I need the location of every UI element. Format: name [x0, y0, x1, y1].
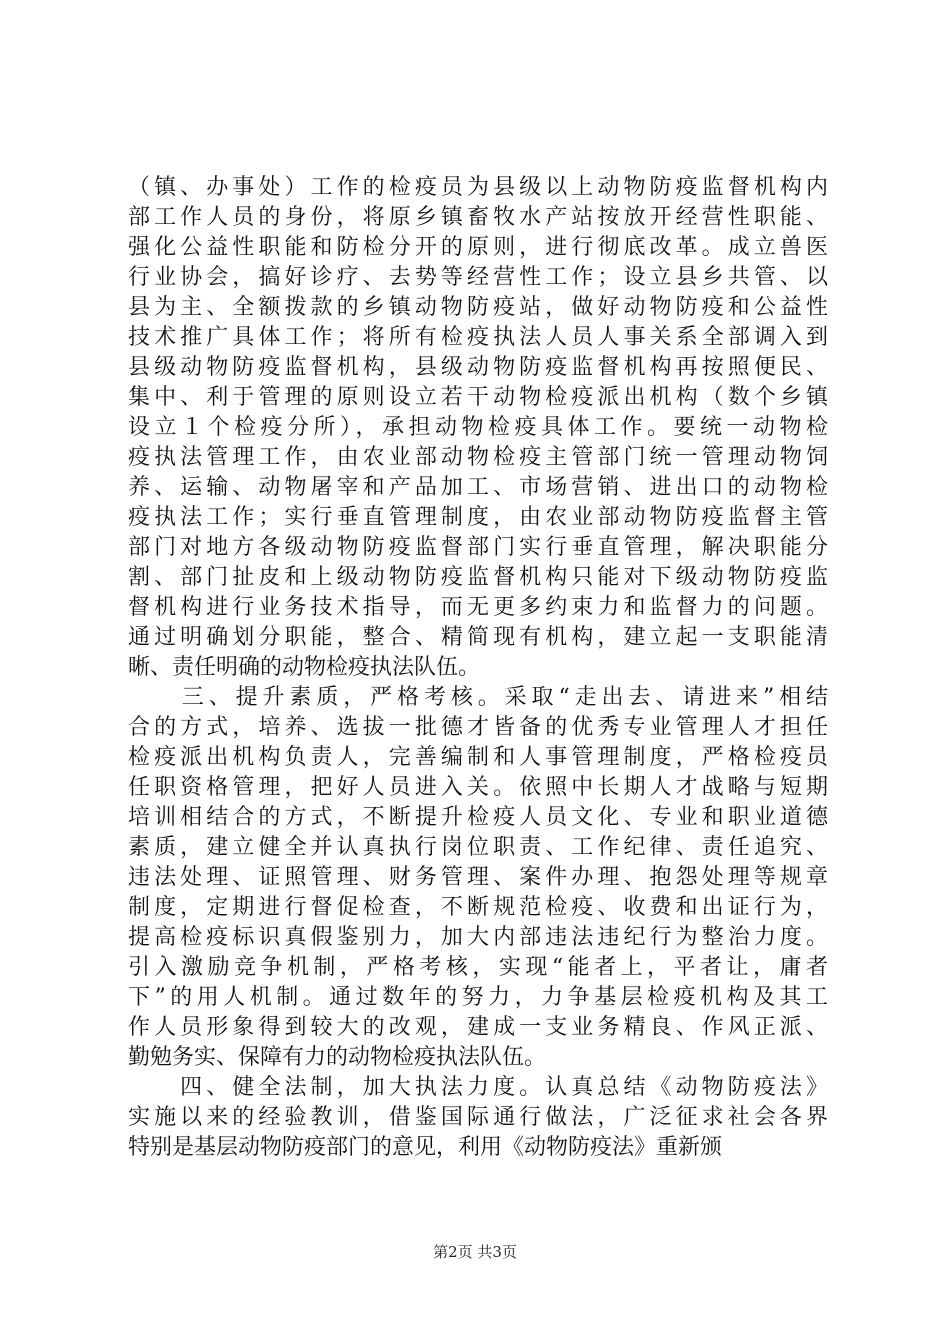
text-line: 下”的用人机制。通过数年的努力，力争基层检疫机构及其工: [128, 985, 828, 1010]
text-line: 三、提升素质，严格考核。采取“走出去、请进来”相结: [128, 685, 828, 710]
text-line: 督机构进行业务技术指导，而无更多约束力和监督力的问题。: [128, 595, 828, 620]
text-line: 设立１个检疫分所），承担动物检疫具体工作。要统一动物检: [128, 415, 828, 440]
text-line: 实施以来的经验教训，借鉴国际通行做法，广泛征求社会各界: [128, 1105, 828, 1130]
page-footer: 第2页 共3页: [433, 1243, 517, 1261]
text-line: 提高检疫标识真假鉴别力，加大内部违法违纪行为整治力度。: [128, 925, 828, 950]
text-line: 作人员形象得到较大的改观，建成一支业务精良、作风正派、: [128, 1015, 828, 1040]
text-line: 检疫派出机构负责人，完善编制和人事管理制度，严格检疫员: [128, 745, 828, 770]
text-line: 培训相结合的方式，不断提升检疫人员文化、专业和职业道德: [128, 805, 828, 830]
text-line: 技术推广具体工作；将所有检疫执法人员人事关系全部调入到: [128, 325, 828, 350]
text-line: 疫执法工作；实行垂直管理制度，由农业部动物防疫监督主管: [128, 505, 828, 530]
text-line: 特别是基层动物防疫部门的意见，利用《动物防疫法》重新颁: [128, 1135, 723, 1160]
text-line: 四、健全法制，加大执法力度。认真总结《动物防疫法》: [128, 1075, 828, 1100]
text-line: 集中、利于管理的原则设立若干动物检疫派出机构（数个乡镇: [128, 385, 828, 410]
text-line: 强化公益性职能和防检分开的原则，进行彻底改革。成立兽医: [128, 235, 828, 260]
text-line: 合的方式，培养、选拔一批德才皆备的优秀专业管理人才担任: [128, 715, 828, 740]
text-line: 疫执法管理工作，由农业部动物检疫主管部门统一管理动物饲: [128, 445, 828, 470]
text-line: 部工作人员的身份，将原乡镇畜牧水产站按放开经营性职能、: [128, 205, 828, 230]
text-line: 勤勉务实、保障有力的动物检疫执法队伍。: [128, 1045, 547, 1070]
text-line: 部门对地方各级动物防疫监督部门实行垂直管理，解决职能分: [128, 535, 828, 560]
text-line: （镇、办事处）工作的检疫员为县级以上动物防疫监督机构内: [128, 175, 828, 200]
text-line: 割、部门扯皮和上级动物防疫监督机构只能对下级动物防疫监: [128, 565, 828, 590]
document-body: [128, 173, 828, 1163]
text-line: 引入激励竞争机制，严格考核，实现“能者上，平者让，庸者: [128, 955, 828, 980]
text-line: 养、运输、动物屠宰和产品加工、市场营销、进出口的动物检: [128, 475, 828, 500]
text-line: 行业协会，搞好诊疗、去势等经营性工作；设立县乡共管、以: [128, 265, 828, 290]
text-line: 制度，定期进行督促检查，不断规范检疫、收费和出证行为，: [128, 895, 828, 920]
text-line: 县级动物防疫监督机构，县级动物防疫监督机构再按照便民、: [128, 355, 828, 380]
text-line: 违法处理、证照管理、财务管理、案件办理、抱怨处理等规章: [128, 865, 828, 890]
text-line: 素质，建立健全并认真执行岗位职责、工作纪律、责任追究、: [128, 835, 828, 860]
text-line: 任职资格管理，把好人员进入关。依照中长期人才战略与短期: [128, 775, 828, 800]
text-line: 通过明确划分职能，整合、精简现有机构，建立起一支职能清: [128, 625, 828, 650]
text-line: 晰、责任明确的动物检疫执法队伍。: [128, 655, 481, 680]
text-line: 县为主、全额拨款的乡镇动物防疫站，做好动物防疫和公益性: [128, 295, 828, 320]
